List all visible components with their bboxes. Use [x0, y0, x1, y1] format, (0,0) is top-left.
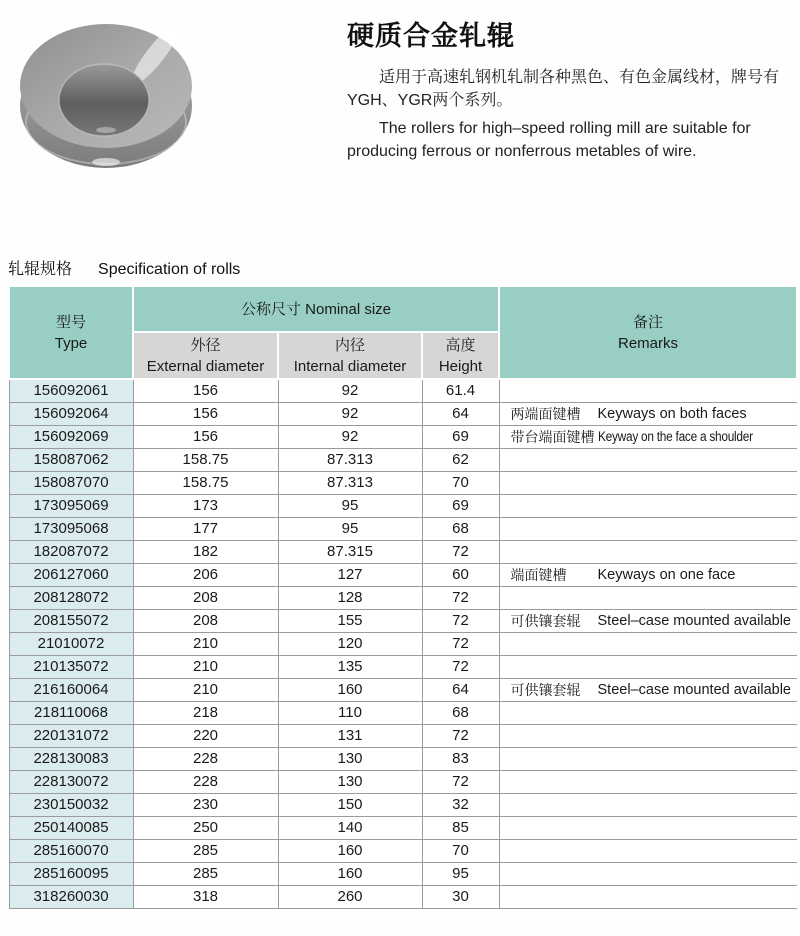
- cell-type: 220131072: [9, 725, 133, 748]
- col-header-height-zh: 高度: [445, 336, 476, 354]
- cell-internal-diameter: 260: [278, 886, 422, 909]
- cell-height: 60: [422, 564, 499, 587]
- cell-internal-diameter: 92: [278, 379, 422, 403]
- cell-remark: [499, 840, 797, 863]
- cell-remark: [499, 633, 797, 656]
- cell-height: 72: [422, 541, 499, 564]
- cell-height: 68: [422, 518, 499, 541]
- remark-en: Keyways on one face: [597, 567, 736, 584]
- cell-height: 69: [422, 426, 499, 449]
- cell-external-diameter: 210: [133, 633, 278, 656]
- col-header-height: [422, 332, 499, 379]
- table-row: [9, 449, 797, 472]
- section-label-en: Specification of rolls: [98, 261, 241, 278]
- cell-internal-diameter: 150: [278, 794, 422, 817]
- cell-internal-diameter: 87.313: [278, 472, 422, 495]
- remark-en: Keyway on the face a shoulder: [597, 429, 753, 445]
- cell-remark: [499, 656, 797, 679]
- cell-remark: [499, 587, 797, 610]
- cell-internal-diameter: 128: [278, 587, 422, 610]
- intro-paragraph-zh: 适用于高速轧钢机轧制各种黑色、有色金属线材，牌号有YGH、YGR两个系列。: [347, 69, 780, 109]
- cell-remark: [499, 403, 797, 426]
- col-header-external-diameter: [133, 332, 278, 379]
- cell-type: 228130083: [9, 748, 133, 771]
- table-row: [9, 863, 797, 886]
- table-row: [9, 518, 797, 541]
- table-row: [9, 679, 797, 702]
- cell-external-diameter: 208: [133, 610, 278, 633]
- table-row: [9, 426, 797, 449]
- cell-external-diameter: 220: [133, 725, 278, 748]
- cell-height: 30: [422, 886, 499, 909]
- cell-remark: [499, 863, 797, 886]
- remark-zh: 两端面键槽: [510, 406, 581, 423]
- cell-external-diameter: 228: [133, 771, 278, 794]
- cell-remark: [499, 426, 797, 449]
- cell-height: 64: [422, 403, 499, 426]
- cell-height: 62: [422, 449, 499, 472]
- cell-remark: [499, 748, 797, 771]
- remark-zh: 可供镶套辊: [510, 682, 581, 699]
- cell-height: 64: [422, 679, 499, 702]
- cell-type: 173095069: [9, 495, 133, 518]
- page-title: 硬质合金轧辊: [347, 21, 515, 51]
- table-row: [9, 633, 797, 656]
- cell-height: 61.4: [422, 379, 499, 403]
- spec-table-body: [9, 379, 797, 909]
- table-row: [9, 840, 797, 863]
- cell-remark: [499, 564, 797, 587]
- cell-internal-diameter: 130: [278, 748, 422, 771]
- cell-remark: [499, 449, 797, 472]
- table-row: [9, 472, 797, 495]
- cell-type: 158087062: [9, 449, 133, 472]
- cell-internal-diameter: 135: [278, 656, 422, 679]
- cell-type: 208128072: [9, 587, 133, 610]
- remark-en: Steel–case mounted available: [597, 613, 791, 630]
- cell-height: 72: [422, 610, 499, 633]
- col-header-height-en: Height: [438, 357, 483, 375]
- cell-remark: [499, 495, 797, 518]
- roll-ring-illustration: [14, 10, 196, 172]
- cell-external-diameter: 210: [133, 679, 278, 702]
- table-row: [9, 817, 797, 840]
- col-header-type-zh: 型号: [55, 313, 86, 331]
- table-row: [9, 794, 797, 817]
- cell-type: 230150032: [9, 794, 133, 817]
- cell-external-diameter: 285: [133, 863, 278, 886]
- cell-height: 69: [422, 495, 499, 518]
- table-row: [9, 403, 797, 426]
- cell-remark: [499, 518, 797, 541]
- cell-height: 72: [422, 725, 499, 748]
- cell-external-diameter: 158.75: [133, 472, 278, 495]
- cell-type: 156092064: [9, 403, 133, 426]
- cell-type: 228130072: [9, 771, 133, 794]
- cell-external-diameter: 210: [133, 656, 278, 679]
- cell-external-diameter: 156: [133, 403, 278, 426]
- cell-external-diameter: 250: [133, 817, 278, 840]
- cell-external-diameter: 230: [133, 794, 278, 817]
- cell-external-diameter: 177: [133, 518, 278, 541]
- cell-internal-diameter: 160: [278, 679, 422, 702]
- cell-internal-diameter: 87.313: [278, 449, 422, 472]
- section-heading: [8, 256, 240, 279]
- col-header-internal-en: Internal diameter: [293, 357, 407, 375]
- table-row: [9, 379, 797, 403]
- remark-en: Steel–case mounted available: [597, 682, 791, 699]
- table-row: [9, 725, 797, 748]
- col-header-remarks-en: Remarks: [618, 334, 679, 352]
- cell-internal-diameter: 110: [278, 702, 422, 725]
- cell-internal-diameter: 131: [278, 725, 422, 748]
- cell-internal-diameter: 95: [278, 518, 422, 541]
- col-header-type-en: Type: [54, 334, 88, 352]
- cell-type: 156092069: [9, 426, 133, 449]
- cell-type: 250140085: [9, 817, 133, 840]
- cell-external-diameter: 182: [133, 541, 278, 564]
- cell-internal-diameter: 95: [278, 495, 422, 518]
- cell-internal-diameter: 92: [278, 426, 422, 449]
- cell-internal-diameter: 160: [278, 840, 422, 863]
- intro-block: [347, 66, 799, 163]
- cell-external-diameter: 173: [133, 495, 278, 518]
- cell-external-diameter: 156: [133, 379, 278, 403]
- col-header-remarks-zh: 备注: [633, 313, 664, 331]
- table-row: [9, 771, 797, 794]
- cell-height: 83: [422, 748, 499, 771]
- table-row: [9, 748, 797, 771]
- col-header-type: [9, 286, 133, 379]
- col-header-external-zh: 外径: [190, 336, 221, 354]
- remark-zh: 端面键槽: [510, 567, 567, 584]
- cell-remark: [499, 610, 797, 633]
- cell-height: 72: [422, 587, 499, 610]
- cell-remark: [499, 794, 797, 817]
- cell-internal-diameter: 127: [278, 564, 422, 587]
- header-row-top: [9, 286, 797, 332]
- cell-remark: [499, 886, 797, 909]
- cell-type: 218110068: [9, 702, 133, 725]
- cell-height: 72: [422, 633, 499, 656]
- col-header-internal-zh: 内径: [334, 336, 365, 354]
- cell-external-diameter: 206: [133, 564, 278, 587]
- table-row: [9, 564, 797, 587]
- table-row: [9, 702, 797, 725]
- cell-internal-diameter: 87.315: [278, 541, 422, 564]
- cell-height: 68: [422, 702, 499, 725]
- cell-external-diameter: 228: [133, 748, 278, 771]
- cell-height: 95: [422, 863, 499, 886]
- table-row: [9, 886, 797, 909]
- cell-type: 156092061: [9, 379, 133, 403]
- cell-external-diameter: 218: [133, 702, 278, 725]
- cell-external-diameter: 285: [133, 840, 278, 863]
- cell-type: 208155072: [9, 610, 133, 633]
- spec-table: [8, 285, 798, 909]
- carbide-roll-photo: [14, 10, 196, 172]
- col-header-internal-diameter: [278, 332, 422, 379]
- table-row: [9, 587, 797, 610]
- table-row: [9, 656, 797, 679]
- cell-external-diameter: 208: [133, 587, 278, 610]
- cell-remark: [499, 771, 797, 794]
- cell-height: 72: [422, 771, 499, 794]
- cell-height: 85: [422, 817, 499, 840]
- cell-height: 32: [422, 794, 499, 817]
- table-row: [9, 541, 797, 564]
- cell-remark: [499, 379, 797, 403]
- remark-zh: 可供镶套辊: [510, 613, 581, 630]
- cell-type: 210135072: [9, 656, 133, 679]
- cell-internal-diameter: 140: [278, 817, 422, 840]
- cell-internal-diameter: 92: [278, 403, 422, 426]
- section-label-zh: 轧辊规格: [8, 261, 73, 278]
- cell-height: 72: [422, 656, 499, 679]
- remark-en: Keyways on both faces: [597, 406, 747, 423]
- cell-remark: [499, 541, 797, 564]
- col-header-remarks: [499, 286, 797, 379]
- cell-type: 173095068: [9, 518, 133, 541]
- cell-height: 70: [422, 840, 499, 863]
- remark-zh: 带台端面键槽: [510, 429, 595, 446]
- cell-type: 318260030: [9, 886, 133, 909]
- cell-type: 206127060: [9, 564, 133, 587]
- cell-internal-diameter: 160: [278, 863, 422, 886]
- spec-table-header: [9, 286, 797, 379]
- cell-type: 21010072: [9, 633, 133, 656]
- cell-type: 216160064: [9, 679, 133, 702]
- table-row: [9, 495, 797, 518]
- intro-paragraph-en: The rollers for high–speed rolling mill are suitable for producing ferrous or nonferrous metables of wire.: [347, 120, 751, 160]
- cell-type: 285160070: [9, 840, 133, 863]
- cell-remark: [499, 679, 797, 702]
- cell-internal-diameter: 120: [278, 633, 422, 656]
- cell-type: 285160095: [9, 863, 133, 886]
- col-header-nominal-size: 公称尺寸 Nominal size: [133, 286, 499, 332]
- cell-remark: [499, 725, 797, 748]
- table-row: [9, 610, 797, 633]
- cell-remark: [499, 702, 797, 725]
- cell-height: 70: [422, 472, 499, 495]
- cell-external-diameter: 158.75: [133, 449, 278, 472]
- cell-type: 158087070: [9, 472, 133, 495]
- cell-internal-diameter: 155: [278, 610, 422, 633]
- cell-external-diameter: 318: [133, 886, 278, 909]
- cell-external-diameter: 156: [133, 426, 278, 449]
- cell-remark: [499, 472, 797, 495]
- cell-type: 182087072: [9, 541, 133, 564]
- cell-internal-diameter: 130: [278, 771, 422, 794]
- col-header-external-en: External diameter: [146, 357, 265, 375]
- cell-remark: [499, 817, 797, 840]
